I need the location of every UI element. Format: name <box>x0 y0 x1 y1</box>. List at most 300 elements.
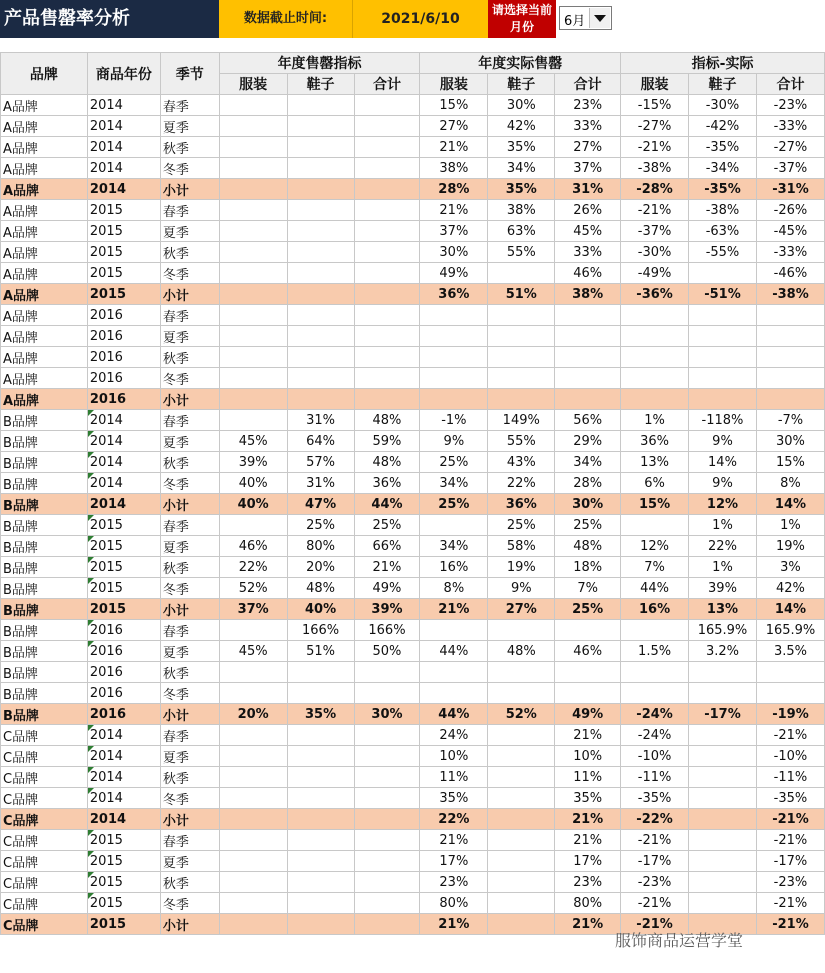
brand-cell[interactable]: C品牌 <box>1 788 88 809</box>
year-cell[interactable]: 2016 <box>87 326 160 347</box>
value-cell[interactable] <box>488 620 555 641</box>
value-cell[interactable]: 17% <box>555 851 621 872</box>
value-cell[interactable]: 28% <box>555 473 621 494</box>
value-cell[interactable]: 39% <box>354 599 420 620</box>
value-cell[interactable]: -19% <box>756 704 824 725</box>
value-cell[interactable] <box>287 368 354 389</box>
value-cell[interactable]: 44% <box>420 641 488 662</box>
value-cell[interactable] <box>756 347 824 368</box>
season-cell[interactable]: 夏季 <box>160 536 219 557</box>
value-cell[interactable] <box>287 893 354 914</box>
brand-cell[interactable]: B品牌 <box>1 452 88 473</box>
value-cell[interactable]: 12% <box>689 494 757 515</box>
season-cell[interactable]: 冬季 <box>160 368 219 389</box>
brand-cell[interactable]: A品牌 <box>1 263 88 284</box>
year-cell[interactable]: 2015 <box>87 515 160 536</box>
value-cell[interactable] <box>689 788 757 809</box>
value-cell[interactable]: 13% <box>621 452 689 473</box>
value-cell[interactable] <box>219 830 287 851</box>
value-cell[interactable]: -17% <box>621 851 689 872</box>
value-cell[interactable] <box>354 305 420 326</box>
col-header-brand[interactable]: 品牌 <box>1 53 88 95</box>
value-cell[interactable]: 15% <box>621 494 689 515</box>
value-cell[interactable] <box>219 515 287 536</box>
value-cell[interactable] <box>354 830 420 851</box>
season-cell[interactable]: 秋季 <box>160 557 219 578</box>
value-cell[interactable]: 49% <box>354 578 420 599</box>
value-cell[interactable] <box>219 872 287 893</box>
value-cell[interactable]: 21% <box>555 809 621 830</box>
group-header-diff[interactable]: 指标-实际 <box>621 53 825 74</box>
value-cell[interactable]: 27% <box>488 599 555 620</box>
season-cell[interactable]: 夏季 <box>160 431 219 452</box>
value-cell[interactable]: -23% <box>621 872 689 893</box>
season-cell[interactable]: 秋季 <box>160 452 219 473</box>
sub-header[interactable]: 鞋子 <box>488 74 555 95</box>
year-cell[interactable]: 2016 <box>87 368 160 389</box>
value-cell[interactable] <box>287 725 354 746</box>
brand-cell[interactable]: B品牌 <box>1 662 88 683</box>
season-cell[interactable]: 夏季 <box>160 326 219 347</box>
value-cell[interactable]: 49% <box>555 704 621 725</box>
season-cell[interactable]: 春季 <box>160 830 219 851</box>
brand-cell[interactable]: B品牌 <box>1 473 88 494</box>
value-cell[interactable]: 48% <box>354 452 420 473</box>
value-cell[interactable]: 14% <box>689 452 757 473</box>
value-cell[interactable]: 48% <box>354 410 420 431</box>
year-cell[interactable]: 2015 <box>87 242 160 263</box>
value-cell[interactable]: 56% <box>555 410 621 431</box>
value-cell[interactable] <box>219 137 287 158</box>
value-cell[interactable]: -118% <box>689 410 757 431</box>
value-cell[interactable]: 21% <box>420 599 488 620</box>
value-cell[interactable]: -34% <box>689 158 757 179</box>
season-cell[interactable]: 春季 <box>160 410 219 431</box>
value-cell[interactable] <box>287 263 354 284</box>
value-cell[interactable]: 40% <box>287 599 354 620</box>
value-cell[interactable]: 27% <box>555 137 621 158</box>
value-cell[interactable]: 149% <box>488 410 555 431</box>
value-cell[interactable] <box>756 389 824 410</box>
value-cell[interactable] <box>354 683 420 704</box>
value-cell[interactable] <box>488 326 555 347</box>
value-cell[interactable]: -7% <box>756 410 824 431</box>
brand-cell[interactable]: B品牌 <box>1 599 88 620</box>
value-cell[interactable] <box>219 620 287 641</box>
value-cell[interactable]: 10% <box>555 746 621 767</box>
year-cell[interactable]: 2015 <box>87 851 160 872</box>
brand-cell[interactable]: A品牌 <box>1 116 88 137</box>
value-cell[interactable] <box>354 221 420 242</box>
brand-cell[interactable]: A品牌 <box>1 389 88 410</box>
value-cell[interactable] <box>488 305 555 326</box>
value-cell[interactable] <box>287 683 354 704</box>
value-cell[interactable]: 166% <box>287 620 354 641</box>
value-cell[interactable] <box>287 116 354 137</box>
year-cell[interactable]: 2015 <box>87 200 160 221</box>
value-cell[interactable] <box>420 620 488 641</box>
season-cell[interactable]: 小计 <box>160 599 219 620</box>
season-cell[interactable]: 春季 <box>160 200 219 221</box>
value-cell[interactable] <box>689 725 757 746</box>
year-cell[interactable]: 2015 <box>87 599 160 620</box>
season-cell[interactable]: 冬季 <box>160 263 219 284</box>
value-cell[interactable] <box>420 326 488 347</box>
year-cell[interactable]: 2014 <box>87 431 160 452</box>
value-cell[interactable]: 1.5% <box>621 641 689 662</box>
brand-cell[interactable]: A品牌 <box>1 305 88 326</box>
year-cell[interactable]: 2014 <box>87 725 160 746</box>
value-cell[interactable]: 9% <box>689 473 757 494</box>
value-cell[interactable]: 31% <box>287 410 354 431</box>
value-cell[interactable]: 19% <box>756 536 824 557</box>
value-cell[interactable] <box>488 872 555 893</box>
value-cell[interactable]: -35% <box>756 788 824 809</box>
value-cell[interactable] <box>689 767 757 788</box>
value-cell[interactable]: 9% <box>488 578 555 599</box>
value-cell[interactable]: 39% <box>689 578 757 599</box>
season-cell[interactable]: 冬季 <box>160 893 219 914</box>
value-cell[interactable]: 34% <box>420 536 488 557</box>
value-cell[interactable] <box>621 662 689 683</box>
value-cell[interactable]: 46% <box>219 536 287 557</box>
value-cell[interactable]: 30% <box>756 431 824 452</box>
value-cell[interactable]: 6% <box>621 473 689 494</box>
value-cell[interactable]: 20% <box>219 704 287 725</box>
brand-cell[interactable]: C品牌 <box>1 830 88 851</box>
year-cell[interactable]: 2014 <box>87 410 160 431</box>
value-cell[interactable]: 35% <box>287 704 354 725</box>
value-cell[interactable]: 166% <box>354 620 420 641</box>
season-cell[interactable]: 小计 <box>160 389 219 410</box>
value-cell[interactable] <box>621 683 689 704</box>
year-cell[interactable]: 2014 <box>87 158 160 179</box>
brand-cell[interactable]: A品牌 <box>1 368 88 389</box>
value-cell[interactable] <box>488 662 555 683</box>
value-cell[interactable] <box>756 683 824 704</box>
value-cell[interactable] <box>219 200 287 221</box>
value-cell[interactable] <box>287 851 354 872</box>
value-cell[interactable]: 22% <box>488 473 555 494</box>
value-cell[interactable]: 25% <box>555 599 621 620</box>
value-cell[interactable] <box>287 158 354 179</box>
value-cell[interactable]: 64% <box>287 431 354 452</box>
value-cell[interactable] <box>488 389 555 410</box>
value-cell[interactable] <box>287 746 354 767</box>
value-cell[interactable] <box>219 242 287 263</box>
value-cell[interactable] <box>354 662 420 683</box>
value-cell[interactable]: 25% <box>354 515 420 536</box>
value-cell[interactable]: 31% <box>555 179 621 200</box>
season-cell[interactable]: 小计 <box>160 914 219 935</box>
year-cell[interactable]: 2016 <box>87 641 160 662</box>
value-cell[interactable] <box>287 872 354 893</box>
value-cell[interactable] <box>488 725 555 746</box>
brand-cell[interactable]: B品牌 <box>1 578 88 599</box>
value-cell[interactable]: 25% <box>555 515 621 536</box>
sub-header[interactable]: 服装 <box>621 74 689 95</box>
value-cell[interactable] <box>219 683 287 704</box>
value-cell[interactable]: -10% <box>621 746 689 767</box>
year-cell[interactable]: 2015 <box>87 536 160 557</box>
sub-header[interactable]: 鞋子 <box>287 74 354 95</box>
value-cell[interactable] <box>354 284 420 305</box>
sub-header[interactable]: 鞋子 <box>689 74 757 95</box>
value-cell[interactable]: 45% <box>219 641 287 662</box>
season-cell[interactable]: 秋季 <box>160 242 219 263</box>
value-cell[interactable]: -35% <box>689 179 757 200</box>
value-cell[interactable]: 48% <box>555 536 621 557</box>
value-cell[interactable] <box>555 620 621 641</box>
brand-cell[interactable]: A品牌 <box>1 179 88 200</box>
season-cell[interactable]: 小计 <box>160 809 219 830</box>
value-cell[interactable]: -23% <box>756 95 824 116</box>
value-cell[interactable] <box>287 305 354 326</box>
value-cell[interactable]: 63% <box>488 221 555 242</box>
value-cell[interactable]: 17% <box>420 851 488 872</box>
value-cell[interactable] <box>488 809 555 830</box>
year-cell[interactable]: 2014 <box>87 116 160 137</box>
col-header-year[interactable]: 商品年份 <box>87 53 160 95</box>
value-cell[interactable]: 48% <box>287 578 354 599</box>
value-cell[interactable]: 3% <box>756 557 824 578</box>
season-cell[interactable]: 秋季 <box>160 347 219 368</box>
value-cell[interactable]: 21% <box>555 914 621 935</box>
value-cell[interactable] <box>488 914 555 935</box>
season-cell[interactable]: 春季 <box>160 620 219 641</box>
value-cell[interactable]: -35% <box>689 137 757 158</box>
value-cell[interactable] <box>287 221 354 242</box>
value-cell[interactable] <box>420 305 488 326</box>
value-cell[interactable] <box>488 347 555 368</box>
value-cell[interactable]: 46% <box>555 263 621 284</box>
value-cell[interactable] <box>621 515 689 536</box>
value-cell[interactable] <box>689 389 757 410</box>
value-cell[interactable]: 27% <box>420 116 488 137</box>
value-cell[interactable] <box>420 683 488 704</box>
value-cell[interactable] <box>219 368 287 389</box>
value-cell[interactable]: 7% <box>621 557 689 578</box>
value-cell[interactable] <box>219 410 287 431</box>
value-cell[interactable]: -45% <box>756 221 824 242</box>
value-cell[interactable]: 37% <box>420 221 488 242</box>
value-cell[interactable]: 21% <box>354 557 420 578</box>
value-cell[interactable]: 35% <box>488 179 555 200</box>
value-cell[interactable]: -37% <box>621 221 689 242</box>
value-cell[interactable] <box>488 830 555 851</box>
value-cell[interactable]: -21% <box>756 830 824 851</box>
value-cell[interactable]: 30% <box>354 704 420 725</box>
year-cell[interactable]: 2016 <box>87 683 160 704</box>
value-cell[interactable] <box>287 914 354 935</box>
value-cell[interactable]: 80% <box>420 893 488 914</box>
value-cell[interactable]: -11% <box>621 767 689 788</box>
season-cell[interactable]: 夏季 <box>160 851 219 872</box>
value-cell[interactable]: 35% <box>420 788 488 809</box>
value-cell[interactable] <box>287 326 354 347</box>
year-cell[interactable]: 2015 <box>87 893 160 914</box>
value-cell[interactable] <box>689 662 757 683</box>
year-cell[interactable]: 2015 <box>87 263 160 284</box>
value-cell[interactable]: -21% <box>621 830 689 851</box>
sub-header[interactable]: 合计 <box>555 74 621 95</box>
value-cell[interactable]: 3.2% <box>689 641 757 662</box>
value-cell[interactable]: 14% <box>756 494 824 515</box>
season-cell[interactable]: 夏季 <box>160 746 219 767</box>
value-cell[interactable] <box>219 389 287 410</box>
value-cell[interactable]: 21% <box>555 830 621 851</box>
value-cell[interactable]: 36% <box>420 284 488 305</box>
year-cell[interactable]: 2016 <box>87 347 160 368</box>
brand-cell[interactable]: A品牌 <box>1 95 88 116</box>
value-cell[interactable] <box>354 95 420 116</box>
value-cell[interactable] <box>287 830 354 851</box>
value-cell[interactable] <box>689 683 757 704</box>
value-cell[interactable]: -21% <box>621 914 689 935</box>
value-cell[interactable]: 34% <box>420 473 488 494</box>
value-cell[interactable] <box>287 809 354 830</box>
value-cell[interactable]: 46% <box>555 641 621 662</box>
season-cell[interactable]: 小计 <box>160 284 219 305</box>
month-select[interactable] <box>559 6 612 30</box>
value-cell[interactable]: 33% <box>555 116 621 137</box>
value-cell[interactable]: 44% <box>621 578 689 599</box>
value-cell[interactable] <box>555 662 621 683</box>
value-cell[interactable]: 31% <box>287 473 354 494</box>
value-cell[interactable]: 52% <box>219 578 287 599</box>
value-cell[interactable]: 15% <box>420 95 488 116</box>
value-cell[interactable] <box>354 179 420 200</box>
value-cell[interactable]: -55% <box>689 242 757 263</box>
value-cell[interactable]: 165.9% <box>756 620 824 641</box>
value-cell[interactable]: -33% <box>756 242 824 263</box>
brand-cell[interactable]: B品牌 <box>1 704 88 725</box>
value-cell[interactable]: 36% <box>354 473 420 494</box>
value-cell[interactable] <box>219 746 287 767</box>
value-cell[interactable]: 66% <box>354 536 420 557</box>
value-cell[interactable]: 33% <box>555 242 621 263</box>
value-cell[interactable]: 26% <box>555 200 621 221</box>
value-cell[interactable]: 11% <box>555 767 621 788</box>
brand-cell[interactable]: C品牌 <box>1 893 88 914</box>
value-cell[interactable] <box>621 389 689 410</box>
value-cell[interactable]: 37% <box>555 158 621 179</box>
value-cell[interactable]: 50% <box>354 641 420 662</box>
value-cell[interactable] <box>354 242 420 263</box>
value-cell[interactable]: -28% <box>621 179 689 200</box>
value-cell[interactable]: 38% <box>555 284 621 305</box>
value-cell[interactable]: 57% <box>287 452 354 473</box>
value-cell[interactable]: 34% <box>488 158 555 179</box>
value-cell[interactable]: 38% <box>488 200 555 221</box>
value-cell[interactable]: 39% <box>219 452 287 473</box>
value-cell[interactable]: -35% <box>621 788 689 809</box>
brand-cell[interactable]: B品牌 <box>1 536 88 557</box>
value-cell[interactable] <box>488 788 555 809</box>
value-cell[interactable]: -21% <box>621 200 689 221</box>
value-cell[interactable] <box>219 179 287 200</box>
value-cell[interactable]: 45% <box>555 221 621 242</box>
value-cell[interactable] <box>756 662 824 683</box>
year-cell[interactable]: 2014 <box>87 788 160 809</box>
year-cell[interactable]: 2015 <box>87 578 160 599</box>
value-cell[interactable]: -30% <box>621 242 689 263</box>
value-cell[interactable]: 25% <box>420 494 488 515</box>
value-cell[interactable] <box>488 767 555 788</box>
value-cell[interactable]: 58% <box>488 536 555 557</box>
value-cell[interactable] <box>420 662 488 683</box>
brand-cell[interactable]: B品牌 <box>1 557 88 578</box>
year-cell[interactable]: 2014 <box>87 767 160 788</box>
value-cell[interactable] <box>354 872 420 893</box>
value-cell[interactable] <box>219 788 287 809</box>
value-cell[interactable] <box>287 347 354 368</box>
value-cell[interactable]: 14% <box>756 599 824 620</box>
value-cell[interactable]: -21% <box>621 137 689 158</box>
value-cell[interactable]: 42% <box>756 578 824 599</box>
value-cell[interactable] <box>354 200 420 221</box>
value-cell[interactable] <box>689 368 757 389</box>
value-cell[interactable] <box>555 347 621 368</box>
season-cell[interactable]: 冬季 <box>160 473 219 494</box>
value-cell[interactable] <box>354 851 420 872</box>
value-cell[interactable]: 40% <box>219 494 287 515</box>
value-cell[interactable] <box>689 809 757 830</box>
season-cell[interactable]: 冬季 <box>160 683 219 704</box>
value-cell[interactable]: 25% <box>420 452 488 473</box>
value-cell[interactable]: -31% <box>756 179 824 200</box>
brand-cell[interactable]: C品牌 <box>1 914 88 935</box>
value-cell[interactable] <box>689 830 757 851</box>
value-cell[interactable] <box>219 851 287 872</box>
value-cell[interactable]: 30% <box>420 242 488 263</box>
value-cell[interactable]: -24% <box>621 725 689 746</box>
value-cell[interactable]: 9% <box>689 431 757 452</box>
value-cell[interactable] <box>287 242 354 263</box>
value-cell[interactable] <box>354 725 420 746</box>
brand-cell[interactable]: C品牌 <box>1 746 88 767</box>
season-cell[interactable]: 冬季 <box>160 578 219 599</box>
year-cell[interactable]: 2015 <box>87 221 160 242</box>
value-cell[interactable] <box>354 767 420 788</box>
value-cell[interactable]: 21% <box>420 200 488 221</box>
value-cell[interactable]: 15% <box>756 452 824 473</box>
value-cell[interactable]: 165.9% <box>689 620 757 641</box>
brand-cell[interactable]: C品牌 <box>1 767 88 788</box>
value-cell[interactable]: -27% <box>621 116 689 137</box>
brand-cell[interactable]: B品牌 <box>1 641 88 662</box>
value-cell[interactable]: 8% <box>420 578 488 599</box>
year-cell[interactable]: 2014 <box>87 452 160 473</box>
year-cell[interactable]: 2014 <box>87 473 160 494</box>
value-cell[interactable]: 1% <box>689 515 757 536</box>
value-cell[interactable]: -21% <box>756 725 824 746</box>
sub-header[interactable]: 服装 <box>420 74 488 95</box>
value-cell[interactable]: -26% <box>756 200 824 221</box>
brand-cell[interactable]: A品牌 <box>1 284 88 305</box>
value-cell[interactable]: 30% <box>555 494 621 515</box>
value-cell[interactable]: 16% <box>420 557 488 578</box>
value-cell[interactable]: -38% <box>689 200 757 221</box>
value-cell[interactable] <box>689 326 757 347</box>
value-cell[interactable]: 22% <box>689 536 757 557</box>
value-cell[interactable]: 37% <box>219 599 287 620</box>
value-cell[interactable]: 13% <box>689 599 757 620</box>
value-cell[interactable]: 35% <box>488 137 555 158</box>
season-cell[interactable]: 秋季 <box>160 662 219 683</box>
value-cell[interactable] <box>420 347 488 368</box>
value-cell[interactable] <box>219 767 287 788</box>
